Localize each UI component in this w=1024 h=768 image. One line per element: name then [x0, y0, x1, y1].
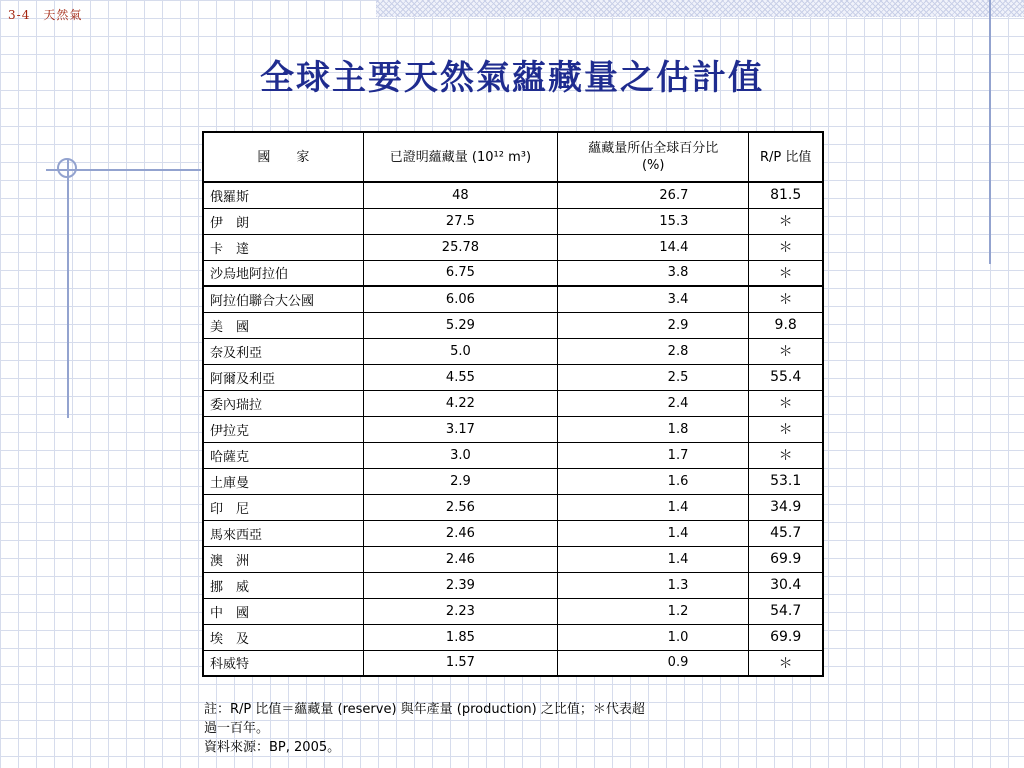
- cell-country: 卡 達: [203, 234, 363, 260]
- cell-rp: ＊: [749, 338, 823, 364]
- cell-share: 3.8: [558, 260, 749, 286]
- cell-share: 1.4: [558, 520, 749, 546]
- table-header-row: [203, 132, 823, 182]
- cell-country: 澳 洲: [203, 546, 363, 572]
- table-row: [203, 546, 823, 572]
- section-label: 3-4 天然氣: [8, 8, 83, 22]
- cell-country: 沙烏地阿拉伯: [203, 260, 363, 286]
- cell-country: 俄羅斯: [203, 182, 363, 208]
- cell-country: 阿爾及利亞: [203, 364, 363, 390]
- cell-reserves: 4.55: [363, 364, 557, 390]
- table-row: [203, 624, 823, 650]
- table-row: [203, 598, 823, 624]
- cell-reserves: 2.9: [363, 468, 557, 494]
- cell-country: 馬來西亞: [203, 520, 363, 546]
- footnote-line-2: 過一百年。: [204, 721, 270, 736]
- table-row: [203, 494, 823, 520]
- cell-reserves: 3.17: [363, 416, 557, 442]
- table-row: [203, 468, 823, 494]
- cell-share: 2.5: [558, 364, 749, 390]
- table-row: [203, 182, 823, 208]
- cell-country: 伊 朗: [203, 208, 363, 234]
- cell-country: 奈及利亞: [203, 338, 363, 364]
- cell-reserves: 2.56: [363, 494, 557, 520]
- footnote-line-1: 註：R/P 比值＝蘊藏量 (reserve) 與年產量 (production) 之比值；＊代表超: [204, 702, 645, 717]
- table-row: [203, 650, 823, 676]
- cell-rp: 45.7: [749, 520, 823, 546]
- gas-reserves-table: [202, 131, 824, 677]
- cell-share: 2.9: [558, 312, 749, 338]
- cell-share: 2.8: [558, 338, 749, 364]
- footnotes: [204, 700, 645, 757]
- table-row: [203, 364, 823, 390]
- cell-rp: 54.7: [749, 598, 823, 624]
- table-body: [203, 182, 823, 676]
- page-title: 全球主要天然氣蘊藏量之估計值: [260, 58, 764, 98]
- cell-reserves: 2.46: [363, 520, 557, 546]
- cell-share: 1.4: [558, 494, 749, 520]
- cell-reserves: 48: [363, 182, 557, 208]
- cell-reserves: 1.85: [363, 624, 557, 650]
- right-decorative-line: [989, 0, 991, 264]
- cell-country: 中 國: [203, 598, 363, 624]
- cell-reserves: 2.23: [363, 598, 557, 624]
- cell-rp: ＊: [749, 442, 823, 468]
- header-share: [558, 132, 749, 182]
- cell-share: 26.7: [558, 182, 749, 208]
- cell-share: 3.4: [558, 286, 749, 312]
- cell-country: 科威特: [203, 650, 363, 676]
- cell-rp: ＊: [749, 650, 823, 676]
- cell-share: 1.7: [558, 442, 749, 468]
- cell-country: 埃 及: [203, 624, 363, 650]
- cell-country: 伊拉克: [203, 416, 363, 442]
- cell-share: 15.3: [558, 208, 749, 234]
- table-row: [203, 208, 823, 234]
- cell-rp: 81.5: [749, 182, 823, 208]
- decorative-circle: [57, 158, 77, 178]
- header-share-line1: 蘊藏量所佔全球百分比: [588, 141, 719, 156]
- header-share-line2: (%): [641, 158, 665, 173]
- table-row: [203, 312, 823, 338]
- table-row: [203, 520, 823, 546]
- cell-rp: 34.9: [749, 494, 823, 520]
- table-row: [203, 234, 823, 260]
- table-row: [203, 286, 823, 312]
- cell-reserves: 2.46: [363, 546, 557, 572]
- cell-share: 14.4: [558, 234, 749, 260]
- header-rp: R/P 比值: [749, 132, 823, 182]
- cell-reserves: 5.29: [363, 312, 557, 338]
- cell-reserves: 4.22: [363, 390, 557, 416]
- cell-share: 1.2: [558, 598, 749, 624]
- cell-rp: 69.9: [749, 624, 823, 650]
- header-reserves: 已證明蘊藏量 (10¹² m³): [363, 132, 557, 182]
- cell-rp: ＊: [749, 390, 823, 416]
- cell-rp: ＊: [749, 208, 823, 234]
- cell-reserves: 6.75: [363, 260, 557, 286]
- cell-country: 美 國: [203, 312, 363, 338]
- cell-country: 挪 威: [203, 572, 363, 598]
- cell-country: 印 尼: [203, 494, 363, 520]
- table-row: [203, 416, 823, 442]
- cell-reserves: 3.0: [363, 442, 557, 468]
- table-row: [203, 260, 823, 286]
- cell-share: 1.0: [558, 624, 749, 650]
- cell-rp: 30.4: [749, 572, 823, 598]
- cell-share: 2.4: [558, 390, 749, 416]
- cell-rp: ＊: [749, 416, 823, 442]
- cell-country: 阿拉伯聯合大公國: [203, 286, 363, 312]
- header-country: 國 家: [203, 132, 363, 182]
- table-row: [203, 442, 823, 468]
- cell-rp: 53.1: [749, 468, 823, 494]
- cell-rp: ＊: [749, 234, 823, 260]
- table-row: [203, 572, 823, 598]
- cell-rp: ＊: [749, 286, 823, 312]
- cell-reserves: 5.0: [363, 338, 557, 364]
- cell-rp: 55.4: [749, 364, 823, 390]
- cell-reserves: 25.78: [363, 234, 557, 260]
- table-row: [203, 338, 823, 364]
- cell-reserves: 27.5: [363, 208, 557, 234]
- cell-share: 1.4: [558, 546, 749, 572]
- cell-share: 1.6: [558, 468, 749, 494]
- cell-reserves: 6.06: [363, 286, 557, 312]
- cell-rp: ＊: [749, 260, 823, 286]
- table-row: [203, 390, 823, 416]
- cell-share: 0.9: [558, 650, 749, 676]
- cell-country: 土庫曼: [203, 468, 363, 494]
- cell-country: 委內瑞拉: [203, 390, 363, 416]
- left-decorative-line: [67, 160, 69, 418]
- cell-rp: 9.8: [749, 312, 823, 338]
- cell-reserves: 2.39: [363, 572, 557, 598]
- cell-share: 1.3: [558, 572, 749, 598]
- cell-reserves: 1.57: [363, 650, 557, 676]
- top-decorative-band: [376, 0, 1024, 17]
- cell-country: 哈薩克: [203, 442, 363, 468]
- source-line: 資料來源：BP, 2005。: [204, 740, 341, 755]
- cell-share: 1.8: [558, 416, 749, 442]
- cell-rp: 69.9: [749, 546, 823, 572]
